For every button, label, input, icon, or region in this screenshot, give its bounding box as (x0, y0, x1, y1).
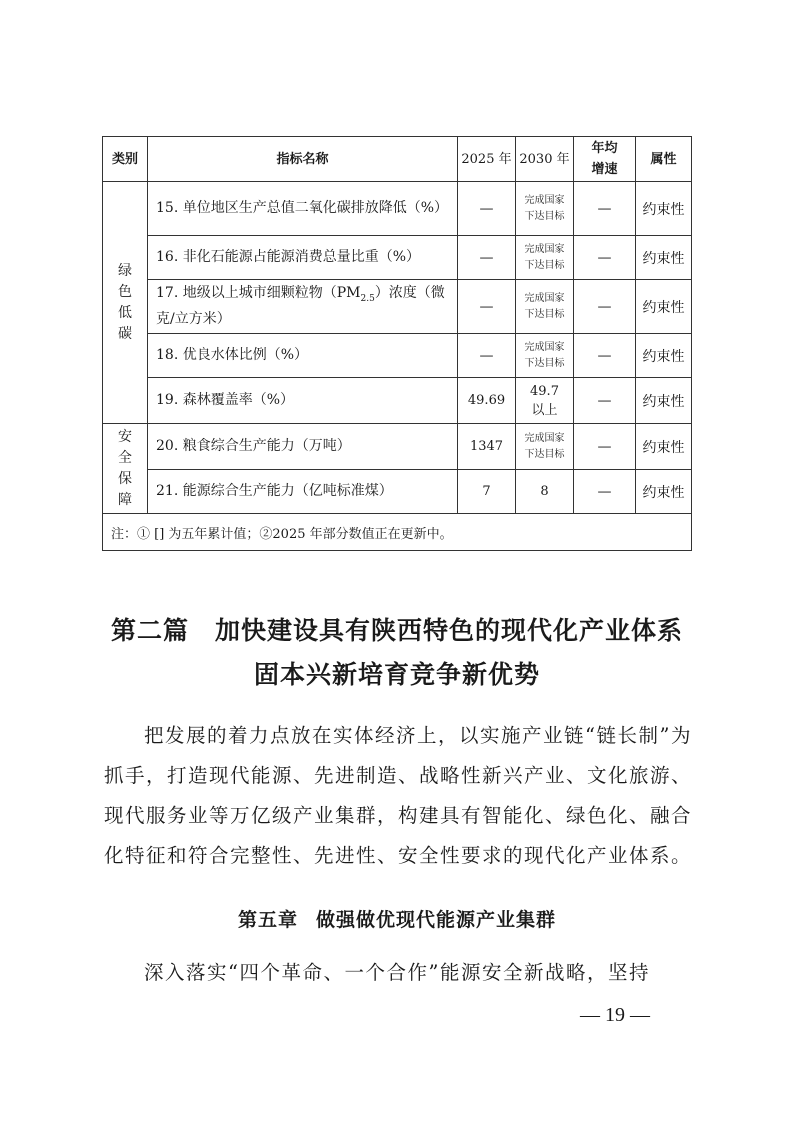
value-2030-text: 完成国家下达目标 (524, 432, 565, 460)
growth-value: — (574, 236, 636, 280)
growth-value: — (574, 378, 636, 424)
table-row (103, 280, 692, 334)
indicator-name: 16. 非化石能源占能源消费总量比重（%） (148, 236, 458, 280)
attribute-value: 约束性 (636, 182, 692, 236)
attribute-value: 约束性 (636, 378, 692, 424)
category-security (103, 424, 148, 514)
table-row (103, 424, 692, 470)
value-2025: 7 (458, 470, 516, 514)
body-paragraph (104, 953, 692, 993)
indicator-name: 20. 粮食综合生产能力（万吨） (148, 424, 458, 470)
value-2030 (516, 378, 574, 424)
table-note: 注：① [] 为五年累计值；②2025 年部分数值正在更新中。 (103, 514, 692, 551)
header-2025: 2025 年 (458, 137, 516, 182)
growth-value: — (574, 424, 636, 470)
attribute-value: 约束性 (636, 334, 692, 378)
header-attr: 属性 (636, 137, 692, 182)
table-header-row (103, 137, 692, 182)
chapter-heading (0, 905, 794, 932)
value-2030-text: 完成国家下达目标 (524, 292, 565, 320)
value-2025: 1347 (458, 424, 516, 470)
indicator-name: 21. 能源综合生产能力（亿吨标准煤） (148, 470, 458, 514)
value-2030 (516, 182, 574, 236)
indicator-name: 18. 优良水体比例（%） (148, 334, 458, 378)
value-2025: — (458, 182, 516, 236)
indicator-name-subscript: 2.5 (360, 293, 375, 304)
value-2025: 49.69 (458, 378, 516, 424)
header-2030: 2030 年 (516, 137, 574, 182)
value-2030-line2: 以上 (531, 402, 558, 418)
table-row (103, 236, 692, 280)
header-name: 指标名称 (148, 137, 458, 182)
value-2030-text: 完成国家下达目标 (524, 243, 565, 271)
indicator-name: 19. 森林覆盖率（%） (148, 378, 458, 424)
table-row (103, 470, 692, 514)
value-2030 (516, 280, 574, 334)
part-title-line1 (0, 611, 794, 647)
header-growth (574, 137, 636, 182)
value-2030 (516, 334, 574, 378)
attribute-value: 约束性 (636, 280, 692, 334)
part-label: 第二篇 (110, 616, 189, 645)
value-2025: — (458, 280, 516, 334)
value-2030: 8 (516, 470, 574, 514)
chapter-label: 第五章 (237, 909, 298, 931)
indicator-table (102, 136, 692, 551)
growth-value: — (574, 280, 636, 334)
indicator-name-part: 17. 地级以上城市细颗粒物（PM (156, 284, 361, 301)
table-row (103, 378, 692, 424)
growth-value: — (574, 334, 636, 378)
indicator-name (148, 280, 458, 334)
category-green-text: 绿色低碳 (118, 262, 132, 342)
header-growth-text: 年均增速 (591, 141, 618, 177)
growth-value: — (574, 182, 636, 236)
body-paragraph (104, 716, 692, 876)
growth-value: — (574, 470, 636, 514)
indicator-name: 15. 单位地区生产总值二氧化碳排放降低（%） (148, 182, 458, 236)
value-2030-text: 完成国家下达目标 (524, 341, 565, 369)
part-title-line2: 固本兴新培育竞争新优势 (253, 660, 540, 689)
value-2030 (516, 236, 574, 280)
page-number: — 19 — (580, 1004, 650, 1026)
category-security-text: 安全保障 (118, 428, 132, 508)
attribute-value: 约束性 (636, 236, 692, 280)
value-2025: — (458, 334, 516, 378)
attribute-value: 约束性 (636, 470, 692, 514)
part-title-text: 加快建设具有陕西特色的现代化产业体系 (215, 616, 684, 645)
table-row (103, 334, 692, 378)
table-row (103, 182, 692, 236)
chapter-title: 做强做优现代能源产业集群 (316, 909, 557, 931)
table-note-row (103, 514, 692, 551)
body-paragraph-text: 深入落实“四个革命、一个合作”能源安全新战略，坚持 (144, 961, 650, 984)
value-2030 (516, 424, 574, 470)
header-category: 类别 (103, 137, 148, 182)
category-green (103, 182, 148, 424)
attribute-value: 约束性 (636, 424, 692, 470)
value-2030-text: 完成国家下达目标 (524, 194, 565, 222)
body-paragraph-text: 把发展的着力点放在实体经济上，以实施产业链“链长制”为抓手，打造现代能源、先进制造、战略性新兴产业、文化旅游、现代服务业等万亿级产业集群，构建具有智能化、绿色化、融合化特征和符合完整性、先进性、安全性要求的现代化产业体系。 (104, 724, 693, 867)
value-2025: — (458, 236, 516, 280)
value-2030-line1: 49.7 (530, 383, 559, 399)
indicator-name-part: ）浓度（微克/立方米） (156, 284, 445, 328)
